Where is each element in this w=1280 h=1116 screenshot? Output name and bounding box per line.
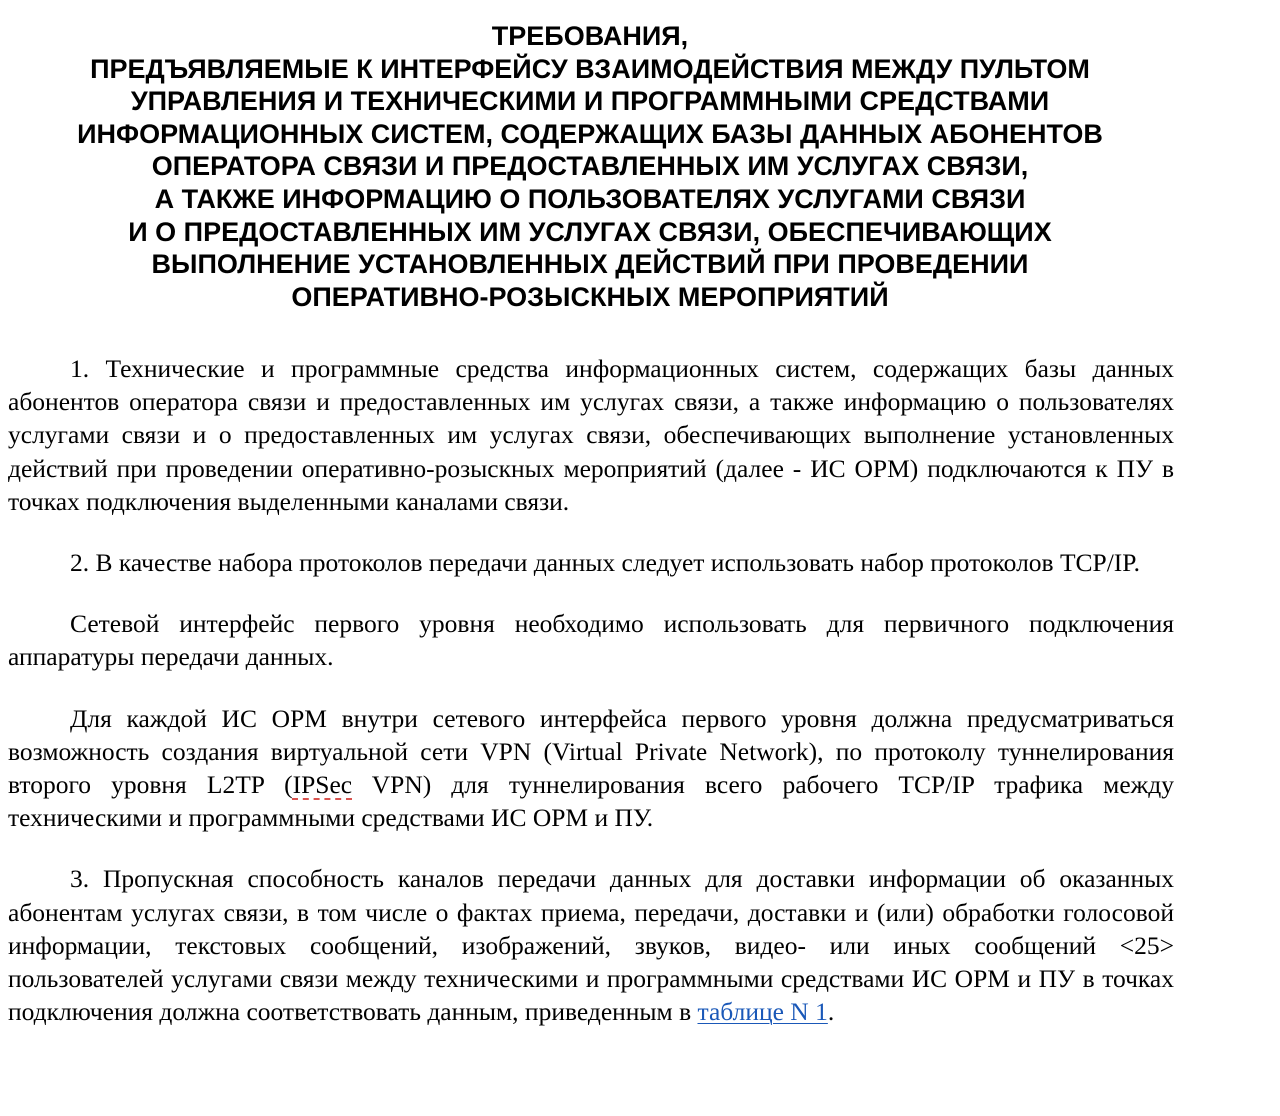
- paragraph-4-text-end: VPN) для туннелирования всего рабочего TCP/IP трафика между техническими и программными средствами ИС ОРМ и ПУ.: [8, 770, 1174, 833]
- title-line: ВЫПОЛНЕНИЕ УСТАНОВЛЕННЫХ ДЕЙСТВИЙ ПРИ ПРОВЕДЕНИИ: [151, 249, 1029, 280]
- title-line: УПРАВЛЕНИЯ И ТЕХНИЧЕСКИМИ И ПРОГРАММНЫМИ СРЕДСТВАМИ: [130, 86, 1050, 117]
- paragraph-2: 2. В качестве набора протоколов передачи данных следует использовать набор протоколов TCP/IP.: [70, 548, 1141, 578]
- paragraph-5-end: .: [827, 997, 835, 1027]
- document-title: [40, 20, 1140, 313]
- spellcheck-flagged-word[interactable]: IPSec: [292, 770, 353, 800]
- title-line: ИНФОРМАЦИОННЫХ СИСТЕМ, СОДЕРЖАЩИХ БАЗЫ ДАННЫХ АБОНЕНТОВ: [77, 118, 1103, 149]
- paragraph-4: [8, 702, 1174, 835]
- paragraph-3: Сетевой интерфейс первого уровня необходимо использовать для первичного подключения аппаратуры передачи данных.: [8, 609, 1174, 672]
- paragraph-5-text: 3. Пропускная способность каналов передачи данных для доставки информации об оказанных абонентам услугах связи, в том числе о фактах приема, передачи, доставки и (или) обработки голосовой информации, текстовых сообщений, изображений, звуков, видео- или иных сообщений <25> пользователей услугами связи между техническими и программными средствами ИС ОРМ и ПУ в точках подключения должна соответствовать данным, приведенным в: [8, 864, 1174, 1027]
- title-line: ОПЕРАТИВНО-РОЗЫСКНЫХ МЕРОПРИЯТИЙ: [291, 281, 889, 312]
- paragraph-1: 1. Технические и программные средства информационных систем, содержащих базы данных абонентов оператора связи и предоставленных им услугах связи, а также информацию о пользователях услугами связи и о предоставленных им услугах связи, обеспечивающих выполнение установленных действий при проведении оперативно-розыскных мероприятий (далее - ИС ОРМ) подключаются к ПУ в точках подключения выделенными каналами связи.: [8, 354, 1174, 516]
- paragraph-5: [8, 862, 1174, 1028]
- title-line: ОПЕРАТОРА СВЯЗИ И ПРЕДОСТАВЛЕННЫХ ИМ УСЛУГАХ СВЯЗИ,: [151, 151, 1029, 182]
- title-line: ПРЕДЪЯВЛЯЕМЫЕ К ИНТЕРФЕЙСУ ВЗАИМОДЕЙСТВИЯ МЕЖДУ ПУЛЬТОМ: [90, 53, 1090, 84]
- paragraph-4-text-start: Для каждой ИС ОРМ внутри сетевого интерфейса первого уровня должна предусматриваться возможность создания виртуальной сети VPN (Virtual Private Network), по протоколу туннелирования второго уровня L2TP (: [8, 703, 1174, 800]
- table-1-link[interactable]: таблице N 1: [697, 997, 828, 1027]
- title-line: И О ПРЕДОСТАВЛЕННЫХ ИМ УСЛУГАХ СВЯЗИ, ОБЕСПЕЧИВАЮЩИХ: [128, 216, 1052, 247]
- title-line: ТРЕБОВАНИЯ,: [491, 21, 689, 51]
- title-line: А ТАКЖЕ ИНФОРМАЦИЮ О ПОЛЬЗОВАТЕЛЯХ УСЛУГАМИ СВЯЗИ: [154, 183, 1026, 214]
- document-body[interactable]: [8, 352, 1174, 1056]
